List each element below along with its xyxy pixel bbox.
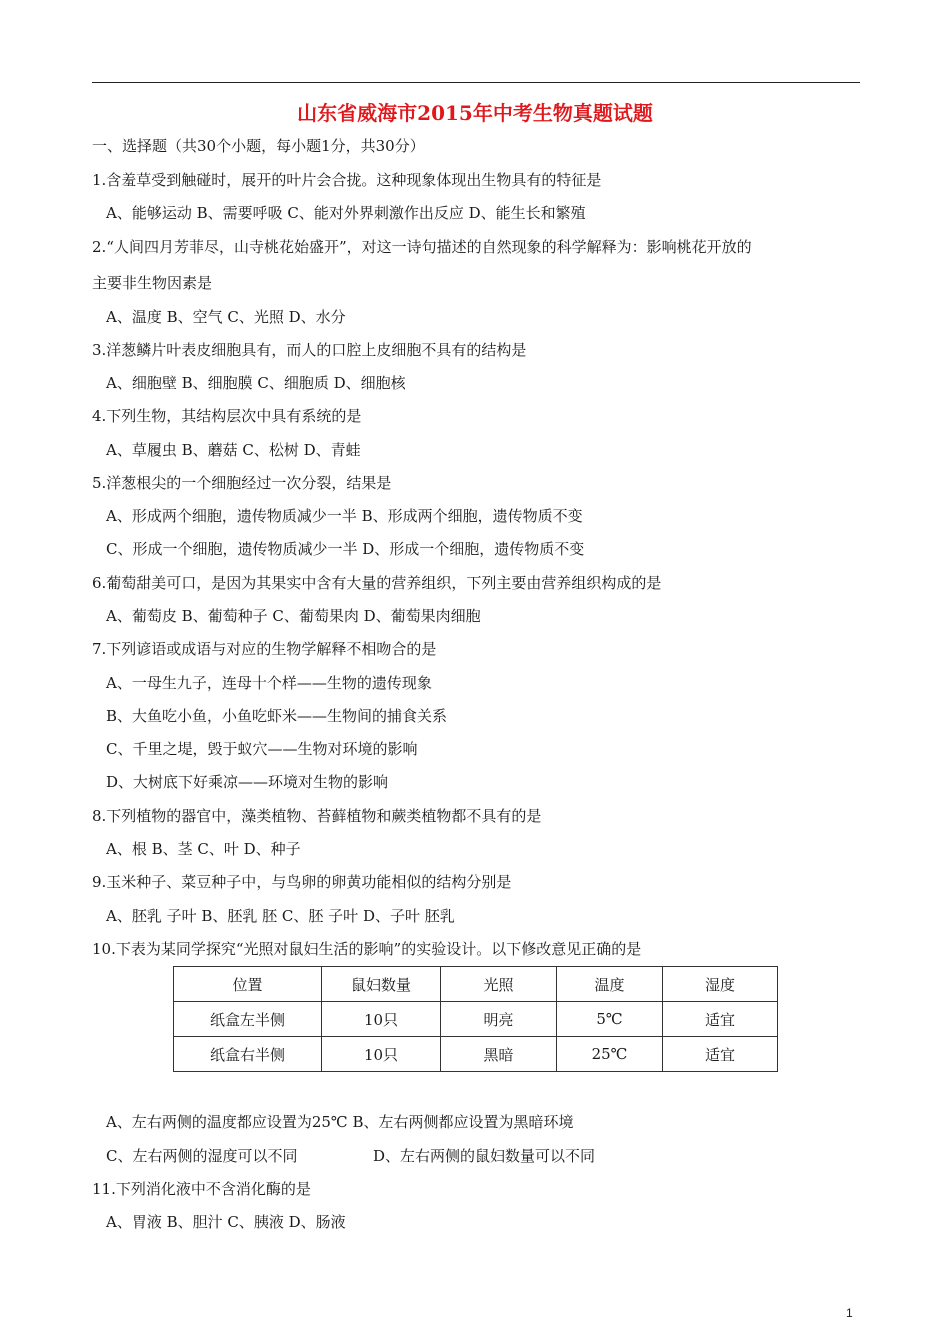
question-2-options: A、温度 B、空气 C、光照 D、水分 — [106, 308, 346, 326]
table-header-cell: 位置 — [174, 967, 322, 1002]
table-header-row — [174, 967, 778, 1002]
table-cell: 适宜 — [663, 1037, 778, 1072]
question-7-option-c: C、千里之堤，毁于蚁穴——生物对环境的影响 — [106, 740, 418, 758]
question-7-option-a: A、一母生九子，连母十个样——生物的遗传现象 — [106, 674, 432, 692]
question-2-stem-line1: 2.“人间四月芳菲尽，山寺桃花始盛开”，对这一诗句描述的自然现象的科学解释为：影响桃花开放的 — [92, 238, 752, 256]
table-header-cell: 鼠妇数量 — [322, 967, 441, 1002]
table-cell: 25℃ — [557, 1037, 663, 1072]
table-cell: 纸盒右半侧 — [174, 1037, 322, 1072]
table-cell: 纸盒左半侧 — [174, 1002, 322, 1037]
question-11-options: A、胃液 B、胆汁 C、胰液 D、肠液 — [106, 1213, 346, 1231]
question-4-stem: 4.下列生物，其结构层次中具有系统的是 — [92, 407, 362, 425]
table-cell: 10只 — [322, 1002, 441, 1037]
header-rule — [92, 82, 860, 83]
table-cell: 5℃ — [557, 1002, 663, 1037]
page-number: 1 — [846, 1306, 853, 1320]
experiment-table — [173, 966, 778, 1072]
question-5-options-line2: C、形成一个细胞，遗传物质减少一半 D、形成一个细胞，遗传物质不变 — [106, 540, 585, 558]
section-heading: 一、选择题（共30个小题，每小题1分，共30分） — [92, 137, 425, 155]
table-header-cell: 湿度 — [663, 967, 778, 1002]
question-8-stem: 8.下列植物的器官中，藻类植物、苔藓植物和蕨类植物都不具有的是 — [92, 807, 542, 825]
question-11-stem: 11.下列消化液中不含消化酶的是 — [92, 1180, 311, 1198]
table-row — [174, 1037, 778, 1072]
question-7-option-b: B、大鱼吃小鱼，小鱼吃虾米——生物间的捕食关系 — [106, 707, 448, 725]
question-7-stem: 7.下列谚语或成语与对应的生物学解释不相吻合的是 — [92, 640, 437, 658]
question-1-stem: 1.含羞草受到触碰时，展开的叶片会合拢。这种现象体现出生物具有的特征是 — [92, 171, 602, 189]
question-10-option-d: D、左右两侧的鼠妇数量可以不同 — [373, 1147, 596, 1165]
question-6-stem: 6.葡萄甜美可口，是因为其果实中含有大量的营养组织，下列主要由营养组织构成的是 — [92, 574, 662, 592]
page-title: 山东省威海市2015年中考生物真题试题 — [297, 101, 653, 125]
question-10-stem: 10.下表为某同学探究“光照对鼠妇生活的影响”的实验设计。以下修改意见正确的是 — [92, 940, 642, 958]
question-4-options: A、草履虫 B、蘑菇 C、松树 D、青蛙 — [106, 441, 361, 459]
table-cell: 黑暗 — [441, 1037, 557, 1072]
table-cell: 10只 — [322, 1037, 441, 1072]
question-1-options: A、能够运动 B、需要呼吸 C、能对外界刺激作出反应 D、能生长和繁殖 — [106, 204, 586, 222]
table-header-cell: 温度 — [557, 967, 663, 1002]
question-5-options-line1: A、形成两个细胞，遗传物质减少一半 B、形成两个细胞，遗传物质不变 — [106, 507, 583, 525]
question-6-options: A、葡萄皮 B、葡萄种子 C、葡萄果肉 D、葡萄果肉细胞 — [106, 607, 481, 625]
question-8-options: A、根 B、茎 C、叶 D、种子 — [106, 840, 301, 858]
question-7-option-d: D、大树底下好乘凉——环境对生物的影响 — [106, 773, 389, 791]
question-2-stem-line2: 主要非生物因素是 — [92, 274, 213, 292]
question-3-options: A、细胞壁 B、细胞膜 C、细胞质 D、细胞核 — [106, 374, 406, 392]
question-3-stem: 3.洋葱鳞片叶表皮细胞具有，而人的口腔上皮细胞不具有的结构是 — [92, 341, 527, 359]
table-header-cell: 光照 — [441, 967, 557, 1002]
table-row — [174, 1002, 778, 1037]
question-5-stem: 5.洋葱根尖的一个细胞经过一次分裂，结果是 — [92, 474, 392, 492]
table-cell: 明亮 — [441, 1002, 557, 1037]
question-9-options: A、胚乳 子叶 B、胚乳 胚 C、胚 子叶 D、子叶 胚乳 — [106, 907, 455, 925]
question-9-stem: 9.玉米种子、菜豆种子中，与鸟卵的卵黄功能相似的结构分别是 — [92, 873, 512, 891]
question-10-option-c: C、左右两侧的湿度可以不同 — [106, 1147, 298, 1165]
table-cell: 适宜 — [663, 1002, 778, 1037]
question-10-options-line1: A、左右两侧的温度都应设置为25℃ B、左右两侧都应设置为黑暗环境 — [106, 1113, 574, 1131]
